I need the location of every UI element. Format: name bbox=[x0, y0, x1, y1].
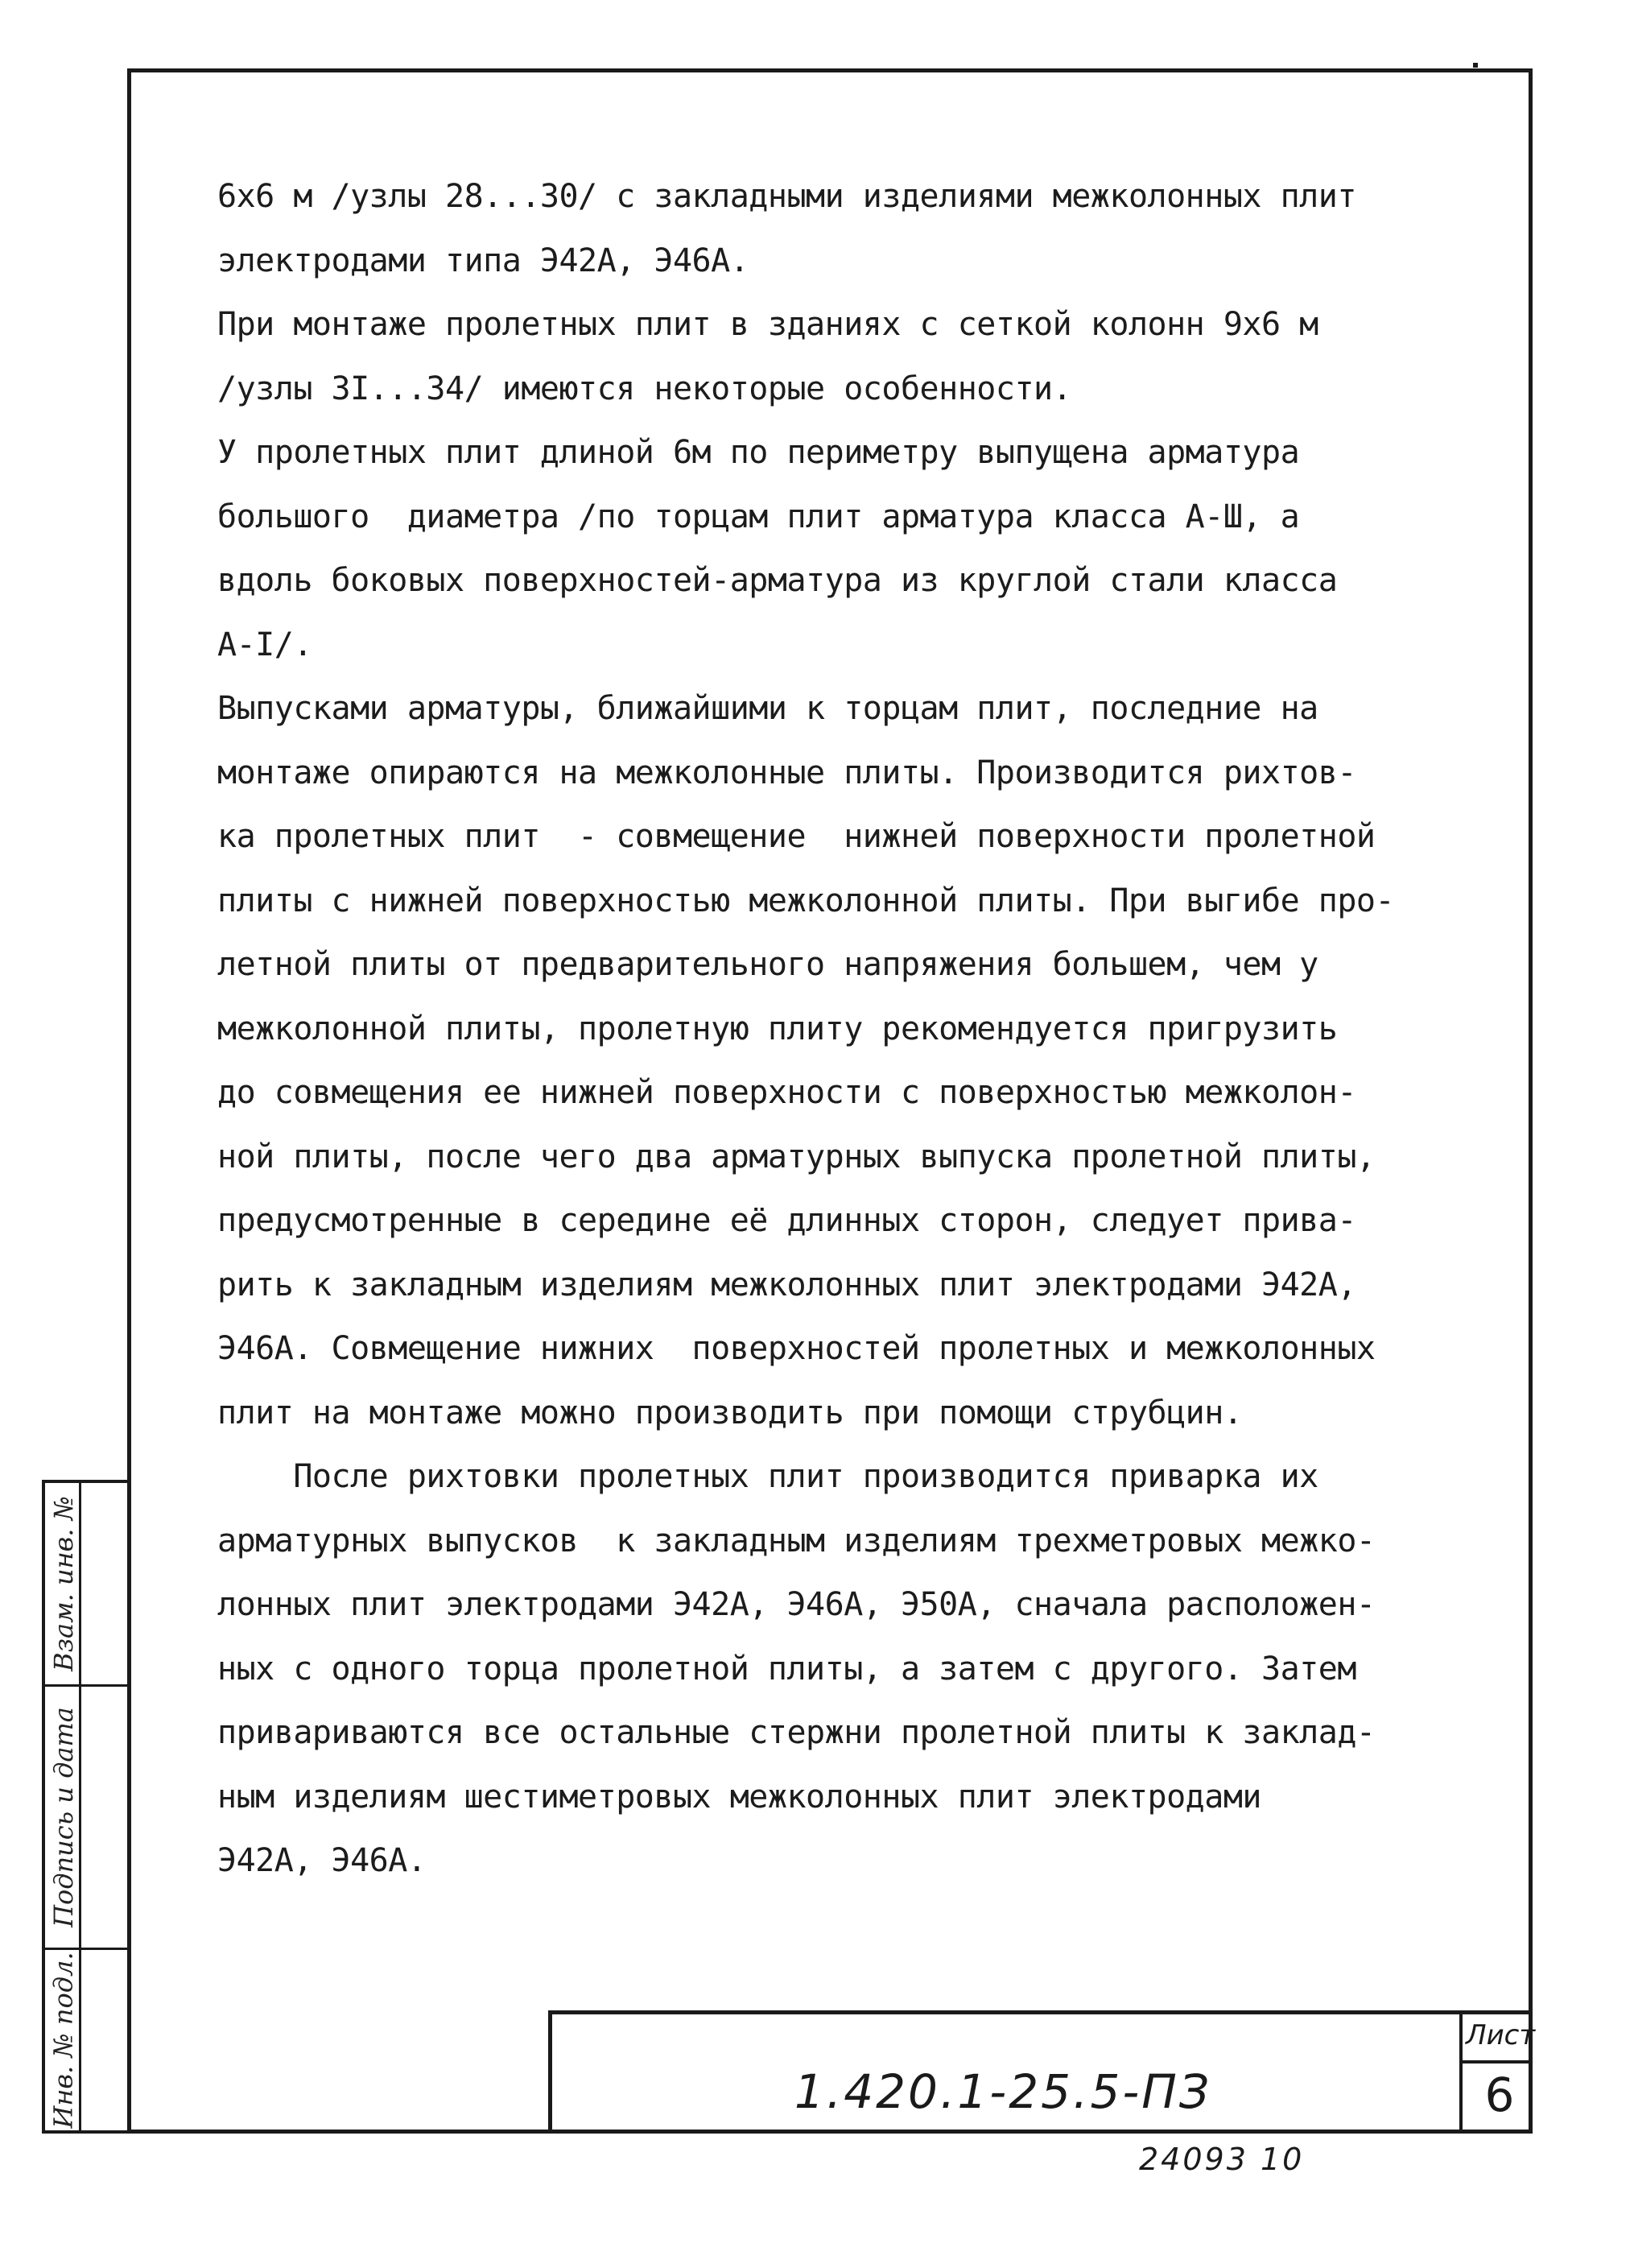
text-line: После рихтовки пролетных плит производится приварка их bbox=[217, 1458, 1318, 1495]
signature-date-label: Подпись и дата bbox=[48, 1707, 79, 1927]
text-line: Э42А, Э46А. bbox=[217, 1842, 427, 1879]
sheet-label: Лист bbox=[1466, 2019, 1536, 2051]
text-line: межколонной плиты, пролетную плиту рекомендуется пригрузить bbox=[217, 1010, 1338, 1047]
approval-side-strip bbox=[42, 1480, 131, 2134]
text-line: арматурных выпусков к закладным изделиям трехметровых межко- bbox=[217, 1522, 1376, 1560]
title-block bbox=[548, 2010, 1536, 2134]
original-inventory-label: Инв. № подл. bbox=[48, 1952, 80, 2129]
text-line: привариваются все остальные стержни пролетной плиты к заклад- bbox=[217, 1714, 1376, 1751]
corner-mark bbox=[1473, 63, 1478, 68]
title-block-divider bbox=[1459, 2014, 1463, 2134]
text-line: У пролетных плит длиной 6м по периметру выпущена арматура bbox=[217, 434, 1300, 471]
text-line: электродами типа Э42А, Э46А. bbox=[217, 242, 749, 279]
text-line: Выпусками арматуры, ближайшими к торцам плит, последние на bbox=[217, 690, 1318, 727]
text-line: до совмещения ее нижней поверхности с поверхностью межколон- bbox=[217, 1074, 1356, 1111]
archive-number: 24093 10 bbox=[1139, 2142, 1305, 2177]
sheet-number: 6 bbox=[1484, 2068, 1515, 2122]
text-line: Э46А. Совмещение нижних поверхностей пролетных и межколонных bbox=[217, 1330, 1376, 1367]
text-line: ных с одного торца пролетной плиты, а затем с другого. Затем bbox=[217, 1650, 1356, 1688]
text-line: монтаже опираются на межколонные плиты. Производится рихтов- bbox=[217, 754, 1356, 791]
text-line: ным изделиям шестиметровых межколонных плит электродами bbox=[217, 1778, 1262, 1816]
replacement-inventory-label: Взам. инв. № bbox=[48, 1496, 80, 1671]
text-line: лонных плит электродами Э42А, Э46А, Э50А, сначала расположен- bbox=[217, 1586, 1376, 1623]
text-line: большого диаметра /по торцам плит арматура класса А-Ш, а bbox=[217, 498, 1300, 535]
text-line: плит на монтаже можно производить при помощи струбцин. bbox=[217, 1394, 1243, 1431]
text-line: плиты с нижней поверхностью межколонной плиты. При выгибе про- bbox=[217, 882, 1395, 919]
text-line: рить к закладным изделиям межколонных плит электродами Э42А, bbox=[217, 1266, 1356, 1303]
text-line: А-I/. bbox=[217, 626, 312, 663]
title-block-divider bbox=[1459, 2060, 1533, 2064]
text-line: /узлы 3I...34/ имеются некоторые особенности. bbox=[217, 370, 1072, 407]
document-code: 1.420.1-25.5-ПЗ bbox=[794, 2064, 1212, 2119]
text-line: вдоль боковых поверхностей-арматура из круглой стали класса bbox=[217, 562, 1338, 599]
text-line: предусмотренные в середине её длинных сторон, следует прива- bbox=[217, 1202, 1356, 1239]
text-line: ной плиты, после чего два арматурных выпуска пролетной плиты, bbox=[217, 1138, 1376, 1175]
text-line: летной плиты от предварительного напряжения большем, чем у bbox=[217, 946, 1318, 983]
text-line: ка пролетных плит - совмещение нижней поверхности пролетной bbox=[217, 818, 1376, 855]
body-text bbox=[217, 165, 1457, 1894]
text-line: 6х6 м /узлы 28...30/ с закладными изделиями межколонных плит bbox=[217, 178, 1356, 215]
strip-divider bbox=[79, 1483, 81, 2130]
text-line: При монтаже пролетных плит в зданиях с сеткой колонн 9х6 м bbox=[217, 306, 1318, 343]
